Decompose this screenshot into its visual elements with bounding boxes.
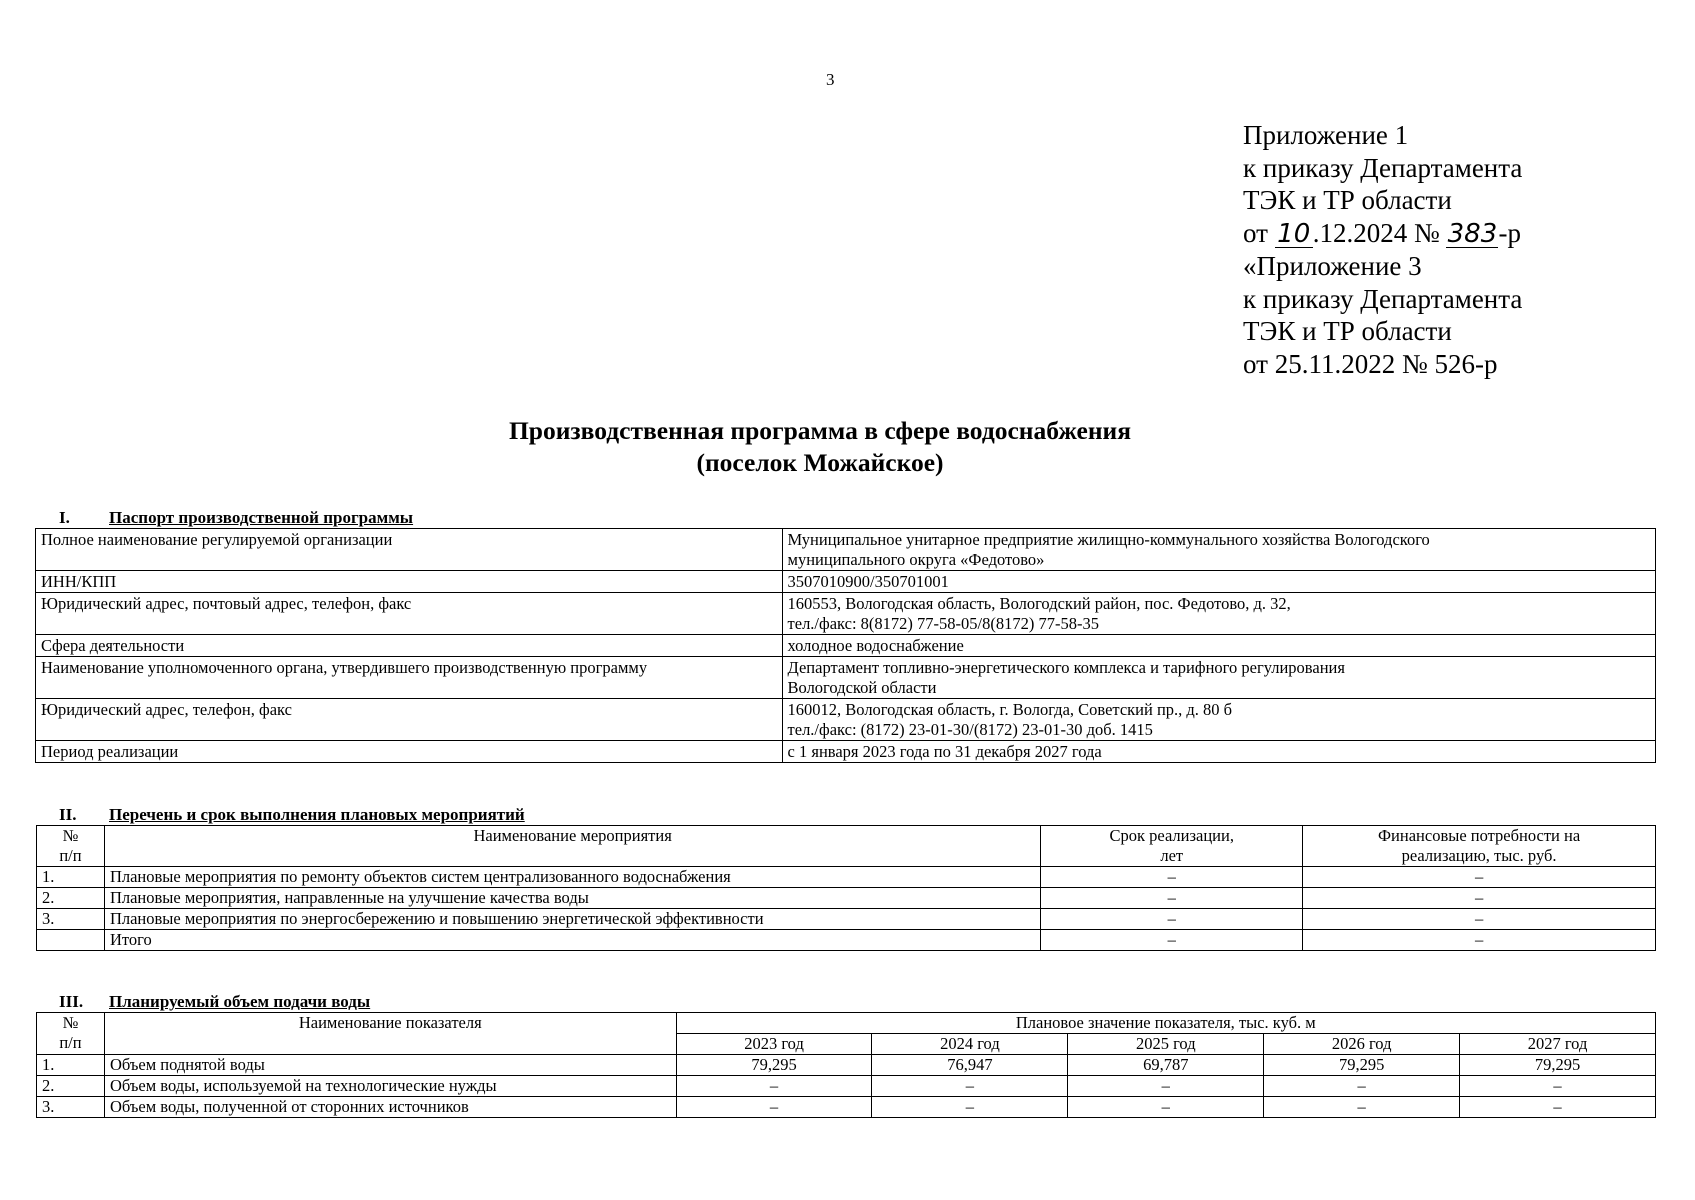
section-2-number: II.: [59, 805, 77, 824]
volume-row: [37, 1055, 1656, 1076]
measures-row-num: 1.: [37, 867, 105, 888]
passport-value-line-1: 160012, Вологодская область, г. Вологда, Советский пр., д. 80 б: [787, 700, 1233, 719]
passport-value: [782, 593, 1655, 635]
measures-row-finance: –: [1303, 888, 1656, 909]
passport-value: [782, 571, 1655, 593]
measures-row-finance: –: [1303, 867, 1656, 888]
handwritten-day: 10: [1275, 221, 1313, 248]
handwritten-order-number: 383: [1447, 219, 1498, 250]
volume-row-value: –: [1068, 1097, 1264, 1118]
passport-row: [36, 635, 1656, 657]
appendix-line-4: [1243, 217, 1522, 250]
passport-value-line-1: Департамент топливно-энергетического комплекса и тарифного регулирования: [787, 658, 1345, 677]
volume-row-num: 3.: [37, 1097, 105, 1118]
passport-value-line-2: тел./факс: (8172) 23-01-30/(8172) 23-01-30 доб. 1415: [787, 720, 1153, 739]
volume-row-value: –: [1068, 1076, 1264, 1097]
volume-header-name: Наименование показателя: [104, 1013, 676, 1055]
appendix-line-6: к приказу Департамента: [1243, 283, 1523, 314]
passport-row: [36, 571, 1656, 593]
appendix-block: [1243, 119, 1522, 381]
document-title: [0, 415, 1640, 479]
passport-row: [36, 699, 1656, 741]
measures-table: [36, 825, 1656, 951]
measures-row-name: Итого: [104, 930, 1040, 951]
volume-row-value: 69,787: [1068, 1055, 1264, 1076]
measures-row-finance: –: [1303, 909, 1656, 930]
volume-row-value: –: [676, 1097, 872, 1118]
measures-row-term: –: [1041, 867, 1303, 888]
measures-row-term: –: [1041, 930, 1303, 951]
volume-row-name: Объем поднятой воды: [104, 1055, 676, 1076]
measures-row-finance: –: [1303, 930, 1656, 951]
passport-value: [782, 657, 1655, 699]
section-3-heading: [59, 993, 370, 1011]
volume-header-year: 2023 год: [676, 1034, 872, 1055]
appendix-line-7: ТЭК и ТР области: [1243, 316, 1452, 347]
measures-row: [37, 930, 1656, 951]
section-2-title: Перечень и срок выполнения плановых мероприятий: [109, 805, 525, 824]
measures-row: [37, 909, 1656, 930]
measures-row-name: Плановые мероприятия по ремонту объектов систем централизованного водоснабжения: [104, 867, 1040, 888]
volume-header-year: 2026 год: [1264, 1034, 1460, 1055]
section-3-title: Планируемый объем подачи воды: [109, 992, 371, 1011]
appendix-line-5: «Приложение 3: [1243, 250, 1422, 281]
volume-header-year: 2027 год: [1460, 1034, 1656, 1055]
appendix-date-mid: .12.2024 №: [1312, 218, 1440, 249]
document-title-line-2: (поселок Можайское): [696, 448, 944, 477]
measures-row: [37, 888, 1656, 909]
passport-value-line-2: Вологодской области: [787, 678, 937, 697]
measures-header-name: Наименование мероприятия: [104, 826, 1040, 867]
passport-value-line-1: холодное водоснабжение: [787, 636, 964, 655]
passport-label: Полное наименование регулируемой организации: [36, 529, 783, 571]
passport-row: [36, 529, 1656, 571]
page-number: 3: [826, 70, 835, 89]
passport-row: [36, 657, 1656, 699]
volume-header-row-1: [37, 1013, 1656, 1034]
measures-row-name: Плановые мероприятия, направленные на улучшение качества воды: [104, 888, 1040, 909]
section-1-title: Паспорт производственной программы: [109, 508, 414, 527]
passport-value: [782, 635, 1655, 657]
passport-value-line-1: с 1 января 2023 года по 31 декабря 2027 года: [787, 742, 1102, 761]
section-2-heading: [59, 806, 525, 824]
measures-row: [37, 867, 1656, 888]
passport-value-line-2: муниципального округа «Федотово»: [787, 550, 1045, 569]
appendix-line-1: Приложение 1: [1243, 120, 1409, 150]
volume-row-value: 79,295: [676, 1055, 872, 1076]
volume-row-value: –: [872, 1097, 1068, 1118]
volume-row-name: Объем воды, полученной от сторонних источников: [104, 1097, 676, 1118]
document-title-line-1: Производственная программа в сфере водоснабжения: [508, 416, 1132, 445]
appendix-line-3: ТЭК и ТР области: [1243, 185, 1452, 216]
passport-value-line-1: Муниципальное унитарное предприятие жилищно-коммунального хозяйства Вологодского: [787, 530, 1430, 549]
passport-row: [36, 741, 1656, 763]
volume-row-num: 1.: [37, 1055, 105, 1076]
passport-value: [782, 741, 1655, 763]
measures-row-term: –: [1041, 909, 1303, 930]
volume-row-value: 79,295: [1460, 1055, 1656, 1076]
volume-header-year: 2024 год: [872, 1034, 1068, 1055]
appendix-line-8: от 25.11.2022 № 526-р: [1243, 348, 1498, 379]
passport-label: Наименование уполномоченного органа, утвердившего производственную программу: [36, 657, 783, 699]
volume-row-name: Объем воды, используемой на технологические нужды: [104, 1076, 676, 1097]
measures-header-finance: Финансовые потребности на реализацию, тыс. руб.: [1303, 826, 1656, 867]
appendix-date-suffix: -р: [1498, 218, 1521, 249]
volume-row-value: –: [676, 1076, 872, 1097]
section-3-number: III.: [59, 992, 84, 1011]
volume-row-value: 76,947: [872, 1055, 1068, 1076]
volume-row-value: –: [1460, 1076, 1656, 1097]
measures-row-term: –: [1041, 888, 1303, 909]
volume-row-value: –: [1460, 1097, 1656, 1118]
passport-row: [36, 593, 1656, 635]
passport-value: [782, 529, 1655, 571]
measures-row-num: 2.: [37, 888, 105, 909]
volume-row: [37, 1076, 1656, 1097]
measures-row-num: [37, 930, 105, 951]
volume-row-value: –: [1264, 1076, 1460, 1097]
passport-label: Юридический адрес, телефон, факс: [36, 699, 783, 741]
water-volume-table: [36, 1012, 1656, 1118]
measures-header-row: [37, 826, 1656, 867]
passport-label: Юридический адрес, почтовый адрес, телефон, факс: [36, 593, 783, 635]
volume-header-num: № п/п: [37, 1013, 105, 1055]
appendix-date-prefix: от: [1243, 218, 1268, 249]
volume-row-num: 2.: [37, 1076, 105, 1097]
volume-row-value: 79,295: [1264, 1055, 1460, 1076]
passport-table: [35, 528, 1656, 763]
volume-row-value: –: [872, 1076, 1068, 1097]
section-1-heading: [59, 509, 413, 527]
passport-value-line-1: 3507010900/350701001: [787, 572, 949, 591]
passport-value: [782, 699, 1655, 741]
passport-label: Сфера деятельности: [36, 635, 783, 657]
appendix-line-2: к приказу Департамента: [1243, 152, 1523, 183]
measures-row-num: 3.: [37, 909, 105, 930]
volume-header-plan: Плановое значение показателя, тыс. куб. м: [676, 1013, 1655, 1034]
passport-value-line-2: тел./факс: 8(8172) 77-58-05/8(8172) 77-58-35: [787, 614, 1099, 633]
volume-row-value: –: [1264, 1097, 1460, 1118]
passport-label: Период реализации: [36, 741, 783, 763]
volume-header-year: 2025 год: [1068, 1034, 1264, 1055]
volume-row: [37, 1097, 1656, 1118]
measures-header-term: Срок реализации, лет: [1041, 826, 1303, 867]
measures-header-num: № п/п: [37, 826, 105, 867]
section-1-number: I.: [59, 508, 70, 527]
passport-label: ИНН/КПП: [36, 571, 783, 593]
measures-row-name: Плановые мероприятия по энергосбережению и повышению энергетической эффективности: [104, 909, 1040, 930]
passport-value-line-1: 160553, Вологодская область, Вологодский район, пос. Федотово, д. 32,: [787, 594, 1291, 613]
